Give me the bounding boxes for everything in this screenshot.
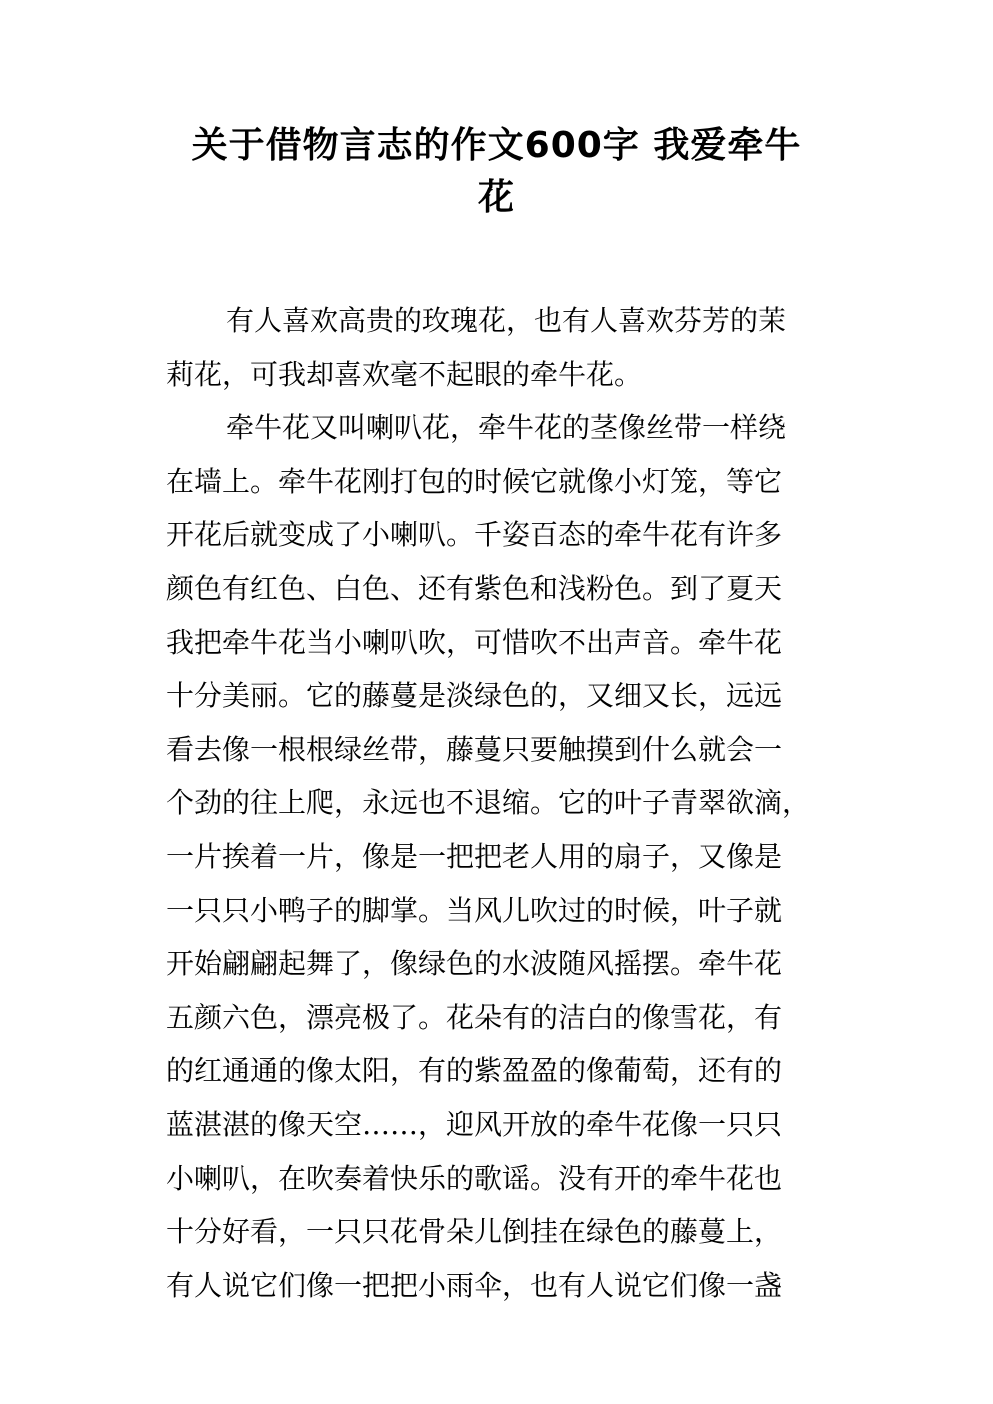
text-line: 开花后就变成了小喇叭。千姿百态的牵牛花有许多 (166, 518, 783, 552)
text-line: 小喇叭，在吹奏着快乐的歌谣。没有开的牵牛花也 (166, 1161, 783, 1195)
text-line: 我把牵牛花当小喇叭吹，可惜吹不出声音。牵牛花 (166, 625, 783, 659)
text-line: 十分美丽。它的藤蔓是淡绿色的，又细又长，远远 (166, 679, 783, 713)
title-line: 关于借物言志的作文600字 我爱牵牛 (191, 125, 802, 166)
text-line: 有人说它们像一把把小雨伞，也有人说它们像一盏 (166, 1268, 783, 1302)
text-line: 个劲的往上爬，永远也不退缩。它的叶子青翠欲滴， (166, 786, 811, 820)
text-line: 看去像一根根绿丝带，藤蔓只要触摸到什么就会一 (166, 732, 783, 766)
text-line: 的红通通的像太阳，有的紫盈盈的像葡萄，还有的 (166, 1054, 783, 1088)
text-line: 一片挨着一片，像是一把把老人用的扇子，又像是 (166, 839, 783, 873)
text-line: 牵牛花又叫喇叭花，牵牛花的茎像丝带一样绕 (226, 411, 787, 445)
paragraph-1 (166, 294, 846, 401)
text-line: 蓝湛湛的像天空……，迎风开放的牵牛花像一只只 (166, 1107, 783, 1141)
title-line: 花 (477, 177, 515, 218)
text-line: 五颜六色，漂亮极了。花朵有的洁白的像雪花，有 (166, 1000, 783, 1034)
paragraph-2 (166, 401, 846, 1312)
text-line: 有人喜欢高贵的玫瑰花，也有人喜欢芬芳的茉 (226, 304, 787, 337)
text-line: 莉花，可我却喜欢毫不起眼的牵牛花。 (166, 357, 643, 391)
page-title (150, 120, 843, 224)
essay-body (166, 294, 846, 1312)
text-line: 十分好看，一只只花骨朵儿倒挂在绿色的藤蔓上， (166, 1215, 783, 1249)
text-line: 在墙上。牵牛花刚打包的时候它就像小灯笼，等它 (166, 464, 783, 498)
text-line: 颜色有红色、白色、还有紫色和浅粉色。到了夏天 (166, 571, 783, 605)
text-line: 开始翩翩起舞了，像绿色的水波随风摇摆。牵牛花 (166, 947, 783, 981)
text-line: 一只只小鸭子的脚掌。当风儿吹过的时候，叶子就 (166, 893, 783, 927)
